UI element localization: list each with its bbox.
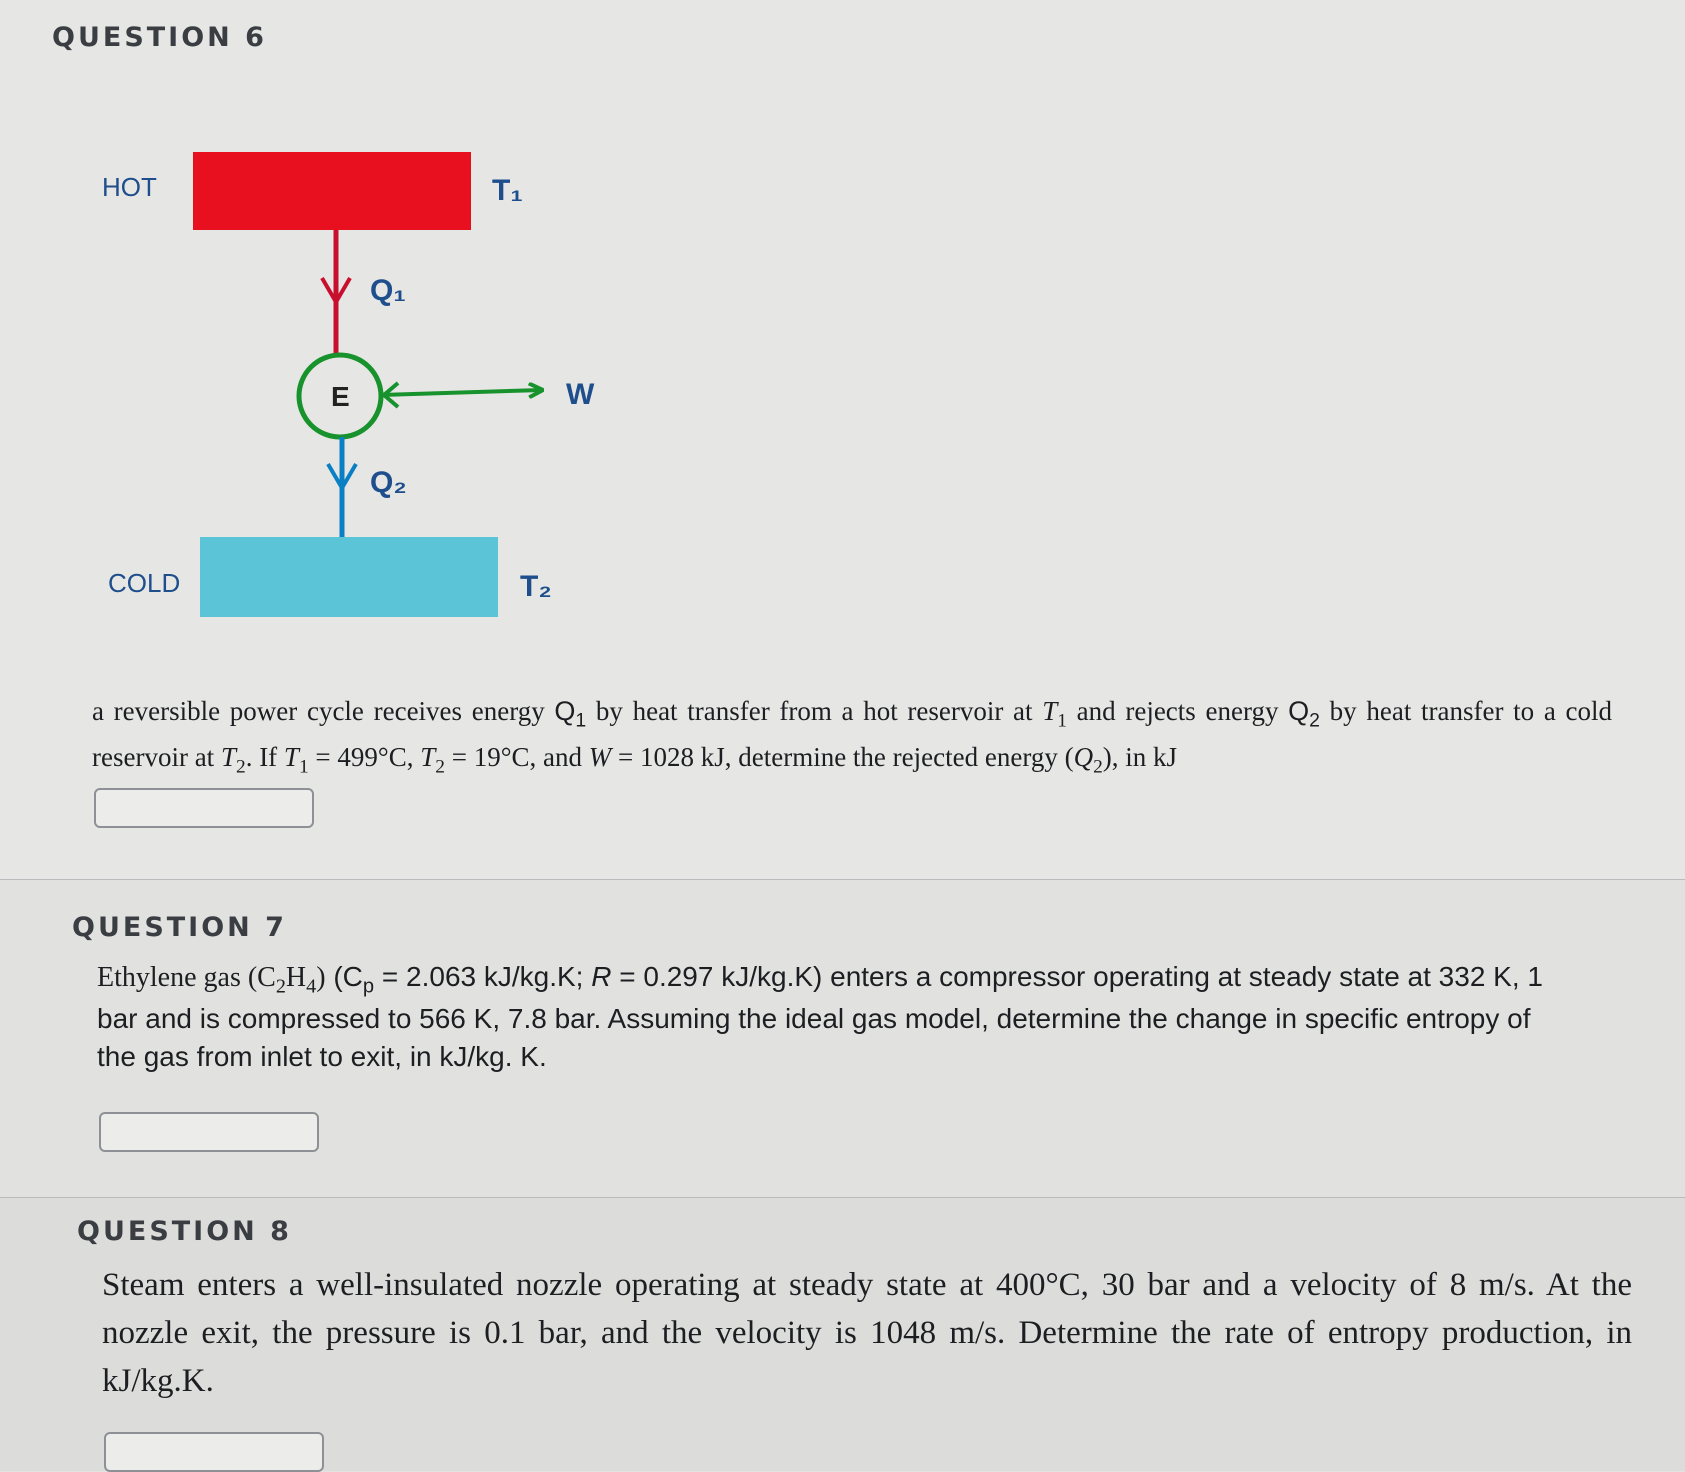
cold-reservoir	[200, 537, 498, 617]
q7-text-2: = 2.063 kJ/kg.K;	[374, 961, 592, 992]
work-label: W	[566, 378, 595, 411]
heat-engine-diagram	[80, 130, 720, 650]
t2-label: T₂	[520, 570, 552, 603]
question-7-answer-input[interactable]	[99, 1112, 319, 1152]
q6-t2b-sub: 2	[435, 756, 445, 778]
question-6-prompt	[92, 690, 1612, 783]
question-7-section	[0, 880, 1685, 1198]
q6-text-6: = 499°C,	[308, 742, 421, 773]
question-7-prompt	[97, 958, 1577, 1075]
q7-r-symbol: R	[591, 961, 612, 992]
q6-t2-sub: 2	[235, 756, 246, 778]
q6-text-4: by heat transfer to a cold reservoir at	[92, 696, 1612, 773]
work-arrow	[381, 390, 542, 395]
q7-h-symbol: H	[285, 962, 307, 993]
q6-t2-symbol: T	[220, 742, 236, 773]
q7-text-1: (C	[325, 961, 363, 992]
q6-text-9: ), in kJ	[1102, 742, 1178, 773]
question-6-heading: QUESTION 6	[52, 22, 267, 53]
q6-text-5: . If	[245, 742, 284, 773]
q7-h-sub: 4	[306, 975, 317, 998]
q6-q1-symbol: Q	[554, 696, 576, 726]
q6-t1b-sub: 1	[298, 756, 309, 778]
engine-label: E	[331, 381, 350, 412]
q2-label: Q₂	[370, 466, 407, 499]
q6-t1-symbol: T	[1042, 696, 1058, 726]
question-6-answer-input[interactable]	[94, 788, 314, 828]
q6-q2b-sub: 2	[1093, 756, 1103, 778]
question-8-heading: QUESTION 8	[77, 1216, 292, 1247]
question-8-prompt: Steam enters a well-insulated nozzle operating at steady state at 400°C, 30 bar and a velocity of 8 m/s. At the nozzle exit, the pressure is 0.1 bar, and the velocity is 1048 m/s. Determine the rate of entropy production, in kJ/kg.K.	[102, 1267, 1632, 1399]
q6-t2b-symbol: T	[420, 742, 436, 773]
hot-label: HOT	[102, 172, 157, 202]
q6-q2-symbol: Q	[1288, 696, 1310, 726]
q6-t1b-symbol: T	[283, 742, 299, 773]
q6-text-2: by heat transfer from a hot reservoir at	[586, 696, 1043, 726]
q6-q1-sub: 1	[575, 709, 587, 732]
q6-t1-sub: 1	[1057, 710, 1067, 732]
q7-formula-start: Ethylene gas (C	[97, 962, 276, 993]
q6-q2b-symbol: Q	[1073, 742, 1094, 773]
q7-formula-end: )	[316, 962, 326, 993]
q6-q2-sub: 2	[1309, 709, 1320, 732]
q6-text-7: = 19°C, and	[444, 742, 589, 773]
q7-c-sub: 2	[275, 975, 286, 998]
q7-text-3: = 0.297 kJ/kg.K) enters a compressor operating at steady state at 332 K, 1 bar and is compressed to 566 K, 7.8 bar. Assuming the ideal gas model, determine the change in specific entropy of the gas from inlet to exit, in kJ/kg. K.	[97, 961, 1543, 1072]
question-8-answer-input[interactable]	[104, 1432, 324, 1472]
question-8-section	[0, 1198, 1685, 1471]
q7-cp-sub: p	[362, 975, 375, 998]
t1-label: T₁	[492, 174, 523, 207]
q6-text-1: a reversible power cycle receives energy	[92, 696, 555, 726]
question-7-heading: QUESTION 7	[72, 912, 287, 943]
q6-w-symbol: W	[588, 742, 612, 773]
q6-text-3: and rejects energy	[1066, 696, 1289, 726]
q6-text-8: = 1028 kJ, determine the rejected energy (	[611, 742, 1074, 773]
hot-reservoir	[193, 152, 471, 230]
q1-label: Q₁	[370, 274, 406, 307]
cold-label: COLD	[108, 568, 181, 598]
